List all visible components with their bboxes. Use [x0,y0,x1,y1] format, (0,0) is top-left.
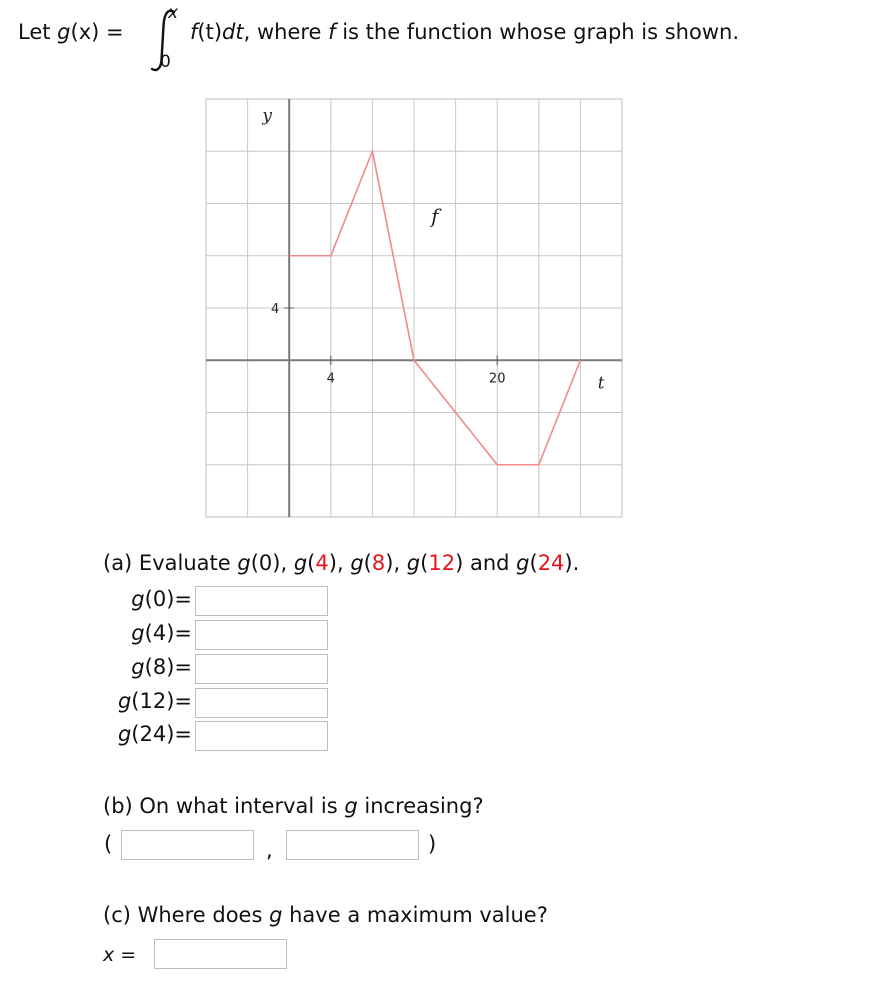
part-a-row-eq: = [174,689,192,713]
part-a-item-sep: , [280,551,294,575]
interval-left-input[interactable] [121,830,254,860]
part-a-answer-input[interactable] [195,586,328,616]
part-a-item [294,551,350,575]
part-a-row-g: g [117,689,132,713]
chart-svg [205,98,623,518]
integral-lower-limit: 0 [160,52,171,72]
part-a-row-eq: = [174,587,192,611]
part-b-suffix: increasing? [357,794,484,818]
part-a-row-arg: (24) [131,722,175,746]
part-a-row-eq: = [174,722,192,746]
graph-of-f [205,98,623,518]
part-c-prompt [103,903,548,927]
interval-right-input[interactable] [286,830,419,860]
part-a-answer-input[interactable] [195,620,328,650]
part-a-row-eq: = [174,655,192,679]
part-a-row-label [131,621,192,645]
part-a-row-label [118,722,192,746]
y-tick-label: 4 [271,302,280,317]
part-a-item-close: ) [455,551,464,575]
part-a-row-g: g [131,655,145,679]
max-x-input[interactable] [154,939,287,969]
part-a-item-close: ) [564,551,573,575]
part-a-item-close: ) [385,551,394,575]
part-a-item-arg: 4 [315,551,329,575]
part-a-row-label [131,655,192,679]
intro-tail: is the function whose graph is shown. [335,20,739,44]
intro-equals: = [99,20,124,44]
part-a-item-open: ( [420,551,429,575]
part-a-prompt [103,551,579,575]
part-a-item-g: g [516,551,530,575]
part-a-item-arg: 12 [428,551,456,575]
part-a-row-arg: (8) [144,655,175,679]
part-a-item-arg: 8 [371,551,386,575]
x-axis-label: t [597,373,605,394]
part-a-prefix: (a) Evaluate [103,551,238,575]
max-x-eq: = [114,944,137,966]
part-a-item [350,551,406,575]
part-a-items [237,551,579,575]
part-a-item-open: ( [307,551,316,575]
part-a-row-label [118,689,192,713]
intro-f: f [328,20,336,44]
part-a-row-g: g [117,722,132,746]
intro-g: g [57,20,71,44]
part-a-item-arg: 24 [537,551,565,575]
max-x-label [103,944,136,966]
part-a-row-eq: = [174,621,192,645]
part-b-prefix: (b) On what interval is [103,794,345,818]
part-a-item-g: g [406,551,421,575]
interval-open-paren: ( [104,832,113,856]
part-b-g: g [344,794,358,818]
part-a-answer-input[interactable] [195,688,328,718]
intro-where: , where [243,20,329,44]
part-a-row-arg: (4) [144,621,175,645]
part-a-item [407,551,516,575]
x-tick-label: 20 [488,371,506,387]
part-a-item-open: ( [363,551,372,575]
integral-upper-limit: x [168,3,179,23]
y-axis-label: y [262,106,273,126]
part-a-item [237,551,293,575]
intro-text-after [190,20,739,44]
part-a-item-g: g [293,551,308,575]
part-a-item-open: ( [250,551,259,575]
curve-label-f: f [431,204,439,229]
part-a-row-arg: (12) [131,689,175,713]
intro-g-arg: (x) [70,20,100,44]
part-a-item-arg: 0 [258,551,273,575]
interval-comma: , [266,838,273,862]
part-c-suffix: have a maximum value? [282,903,548,927]
part-a-row-g: g [131,621,145,645]
part-a-item-sep: and [463,551,517,575]
intro-text [18,20,124,44]
integrand-arg: (t) [197,20,223,44]
integrand-f: f [190,20,198,44]
part-a-item-sep: , [393,551,407,575]
part-a-item [516,551,579,575]
part-a-row-g: g [131,587,145,611]
part-a-item-g: g [237,551,251,575]
part-a-row-label [131,587,192,611]
intro-let: Let [18,20,58,44]
interval-close-paren: ) [428,832,437,856]
part-a-item-sep: , [336,551,351,575]
part-a-answer-input[interactable] [195,654,328,684]
part-a-item-close: ) [272,551,281,575]
part-a-item-open: ( [529,551,538,575]
part-a-item-g: g [350,551,364,575]
part-b-prompt [103,794,484,818]
max-x-var: x [103,944,115,966]
integrand-dt: dt [222,20,244,44]
part-a-item-sep: . [572,551,580,575]
part-c-g: g [269,903,283,927]
part-a-row-arg: (0) [144,587,175,611]
part-a-answer-input[interactable] [195,721,328,751]
x-tick-label: 4 [326,371,335,387]
part-a-item-close: ) [328,551,337,575]
part-c-prefix: (c) Where does [103,903,270,927]
